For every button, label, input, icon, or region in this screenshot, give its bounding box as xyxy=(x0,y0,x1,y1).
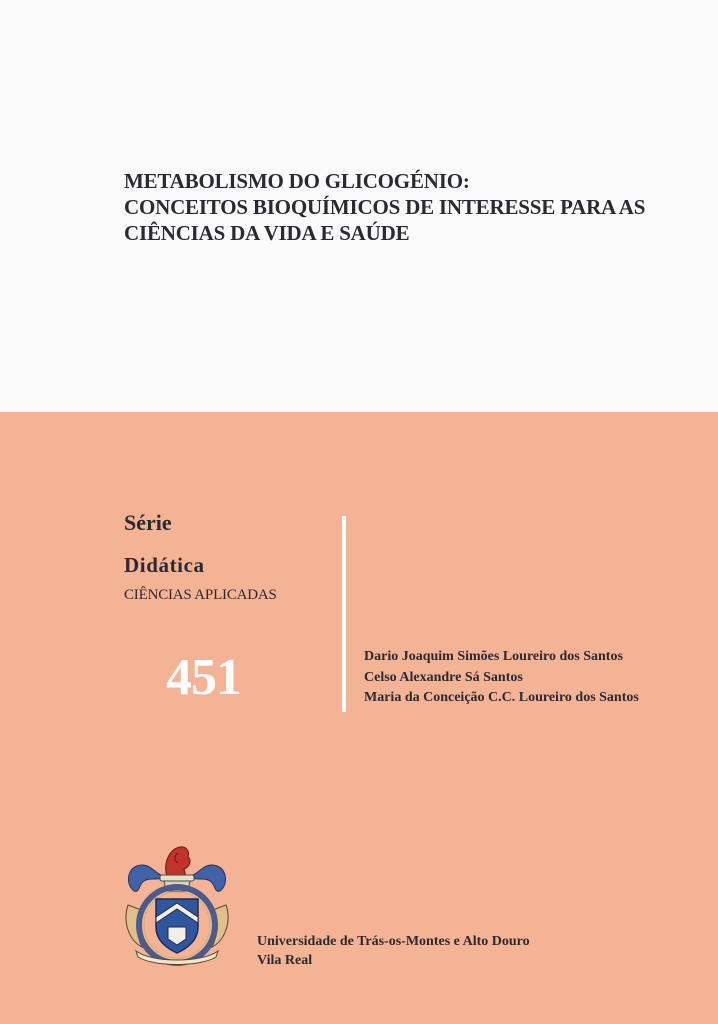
vertical-divider xyxy=(342,516,346,712)
series-subject: CIÊNCIAS APLICADAS xyxy=(124,587,277,603)
author-name: Celso Alexandre Sá Santos xyxy=(364,669,523,685)
series-name: Didática xyxy=(124,553,205,577)
author-name: Dario Joaquim Simões Loureiro dos Santos xyxy=(364,649,623,664)
series-label: Série xyxy=(124,510,172,535)
author-list xyxy=(364,647,639,709)
title-line: METABOLISMO DO GLICOGÉNIO: xyxy=(124,169,470,193)
publisher-block xyxy=(257,932,530,970)
author-name: Maria da Conceição C.C. Loureiro dos Santos xyxy=(364,690,639,705)
book-title xyxy=(124,168,684,246)
university-crest-icon xyxy=(122,843,232,968)
title-line: CONCEITOS BIOQUÍMICOS DE INTERESSE PARA AS xyxy=(124,195,646,219)
publisher-city: Vila Real xyxy=(257,953,313,968)
publisher-name: Universidade de Trás-os-Montes e Alto Douro xyxy=(257,934,530,949)
series-number: 451 xyxy=(166,649,241,706)
title-line: CIÊNCIAS DA VIDA E SAÚDE xyxy=(124,221,410,245)
